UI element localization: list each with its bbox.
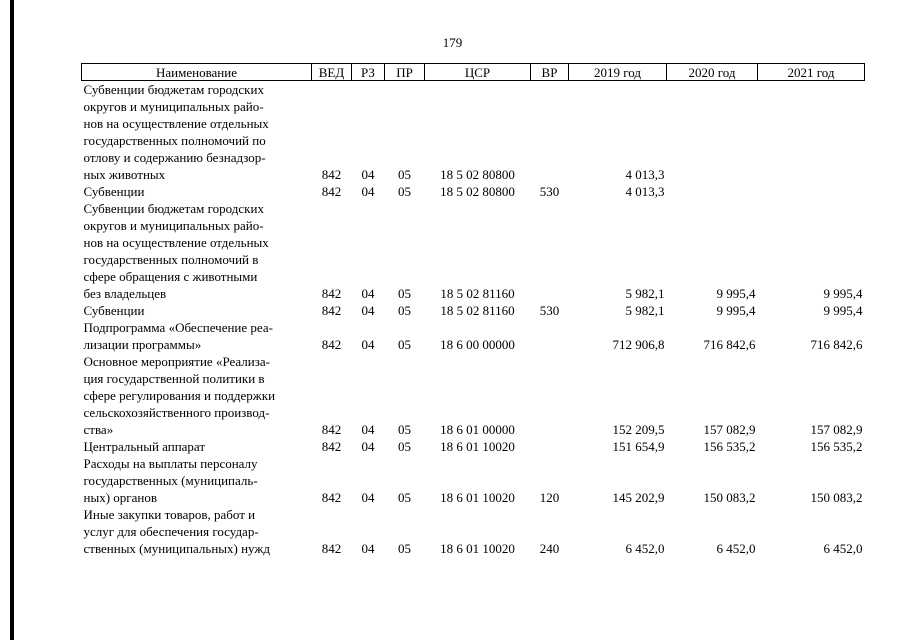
- cell-rz: 04: [361, 286, 375, 301]
- cell-vr: [531, 319, 569, 353]
- cell-ved: 842: [321, 286, 342, 301]
- cell-vr: 240: [539, 541, 560, 556]
- cell-y2019: 6 452,0: [625, 541, 665, 556]
- table-row: [82, 200, 865, 302]
- cell-y2021: 156 535,2: [810, 439, 863, 454]
- row-name-line: нов на осуществление отдельных: [83, 235, 269, 250]
- row-name: [82, 302, 312, 319]
- cell-y2020: 156 535,2: [703, 439, 756, 454]
- row-name-line: Подпрограмма «Обеспечение реа-: [83, 320, 273, 335]
- cell-y2021: 157 082,9: [810, 422, 863, 437]
- cell-csr: 18 6 01 10020: [440, 439, 515, 454]
- cell-vr: [531, 353, 569, 438]
- row-name-line: ных) органов: [83, 490, 157, 505]
- cell-vr: [531, 200, 569, 302]
- table-row: [82, 319, 865, 353]
- row-name: [82, 353, 312, 438]
- row-name: [82, 455, 312, 506]
- row-name-line: округов и муниципальных райо-: [83, 99, 264, 114]
- cell-pr: 05: [398, 490, 411, 505]
- cell-rz: 04: [361, 490, 375, 505]
- cell-ved: 842: [321, 439, 342, 454]
- cell-y2019: 712 906,8: [612, 337, 665, 352]
- cell-pr: 05: [398, 184, 411, 199]
- cell-y2021: [758, 81, 865, 184]
- row-name: [82, 81, 312, 184]
- cell-ved: 842: [321, 337, 342, 352]
- row-name-line: Центральный аппарат: [83, 439, 206, 454]
- cell-vr: 530: [539, 184, 560, 199]
- cell-rz: 04: [361, 541, 375, 556]
- col-header-2020: 2020 год: [667, 64, 758, 81]
- page-left-edge: [10, 0, 14, 640]
- col-header-name: Наименование: [82, 64, 312, 81]
- cell-y2019: 5 982,1: [625, 286, 665, 301]
- table-row: [82, 506, 865, 557]
- row-name-line: государственных (муниципаль-: [83, 473, 258, 488]
- row-name-line: ных животных: [83, 167, 166, 182]
- row-name-line: государственных полномочий по: [83, 133, 266, 148]
- cell-csr: 18 5 02 81160: [440, 303, 515, 318]
- cell-rz: 04: [361, 167, 375, 182]
- cell-pr: 05: [398, 286, 411, 301]
- cell-y2019: 4 013,3: [625, 167, 665, 182]
- row-name: [82, 319, 312, 353]
- cell-y2021: 9 995,4: [823, 286, 863, 301]
- col-header-ved: ВЕД: [312, 64, 352, 81]
- cell-y2020: [667, 81, 758, 184]
- cell-vr: 530: [539, 303, 560, 318]
- table-row: [82, 353, 865, 438]
- table-header-row: [82, 64, 865, 81]
- cell-csr: 18 5 02 81160: [440, 286, 515, 301]
- col-header-csr: ЦСР: [425, 64, 531, 81]
- col-header-2021: 2021 год: [758, 64, 865, 81]
- cell-y2020: 150 083,2: [703, 490, 756, 505]
- row-name: [82, 200, 312, 302]
- cell-vr: [531, 81, 569, 184]
- cell-pr: 05: [398, 303, 411, 318]
- cell-y2020: 6 452,0: [716, 541, 756, 556]
- cell-y2021: 9 995,4: [823, 303, 863, 318]
- table-row: [82, 183, 865, 200]
- row-name-line: без владельцев: [83, 286, 167, 301]
- cell-csr: 18 6 01 10020: [440, 490, 515, 505]
- cell-y2019: 145 202,9: [612, 490, 665, 505]
- row-name-line: отлову и содержанию безнадзор-: [83, 150, 266, 165]
- col-header-rz: РЗ: [352, 64, 385, 81]
- cell-y2021: 716 842,6: [810, 337, 863, 352]
- cell-y2021: 150 083,2: [810, 490, 863, 505]
- col-header-2019: 2019 год: [569, 64, 667, 81]
- cell-vr: 120: [539, 490, 560, 505]
- cell-ved: 842: [321, 422, 342, 437]
- budget-table: [81, 63, 865, 557]
- cell-csr: 18 6 01 00000: [440, 422, 515, 437]
- cell-y2020: 157 082,9: [703, 422, 756, 437]
- cell-ved: 842: [321, 167, 342, 182]
- row-name-line: Субвенции: [83, 184, 145, 199]
- row-name-line: ства»: [83, 422, 114, 437]
- cell-ved: 842: [321, 303, 342, 318]
- row-name-line: Основное мероприятие «Реализа-: [83, 354, 270, 369]
- row-name-line: ственных (муниципальных) нужд: [83, 541, 270, 556]
- cell-pr: 05: [398, 422, 411, 437]
- cell-y2019: 151 654,9: [612, 439, 665, 454]
- cell-y2019: 152 209,5: [612, 422, 665, 437]
- cell-ved: 842: [321, 184, 342, 199]
- row-name-line: лизации программы»: [83, 337, 202, 352]
- cell-csr: 18 5 02 80800: [440, 184, 515, 199]
- cell-pr: 05: [398, 541, 411, 556]
- row-name-line: ция государственной политики в: [83, 371, 265, 386]
- cell-y2019: 4 013,3: [625, 184, 665, 199]
- row-name-line: нов на осуществление отдельных: [83, 116, 269, 131]
- cell-ved: 842: [321, 490, 342, 505]
- col-header-pr: ПР: [385, 64, 425, 81]
- cell-y2019: 5 982,1: [625, 303, 665, 318]
- row-name-line: Иные закупки товаров, работ и: [83, 507, 256, 522]
- row-name: [82, 183, 312, 200]
- cell-y2021: [758, 183, 865, 200]
- table-row: [82, 81, 865, 184]
- row-name: [82, 506, 312, 557]
- cell-vr: [531, 438, 569, 455]
- row-name-line: Субвенции бюджетам городских: [83, 82, 264, 97]
- row-name-line: сфере обращения с животными: [83, 269, 258, 284]
- cell-y2020: [667, 183, 758, 200]
- page-number: 179: [442, 35, 463, 50]
- table-row: [82, 455, 865, 506]
- cell-ved: 842: [321, 541, 342, 556]
- row-name-line: Расходы на выплаты персоналу: [83, 456, 258, 471]
- cell-rz: 04: [361, 303, 375, 318]
- cell-csr: 18 6 00 00000: [440, 337, 515, 352]
- cell-pr: 05: [398, 167, 411, 182]
- cell-csr: 18 6 01 10020: [440, 541, 515, 556]
- row-name-line: округов и муниципальных райо-: [83, 218, 264, 233]
- cell-rz: 04: [361, 184, 375, 199]
- cell-y2020: 716 842,6: [703, 337, 756, 352]
- row-name-line: Субвенции бюджетам городских: [83, 201, 264, 216]
- table-row: [82, 302, 865, 319]
- cell-y2020: 9 995,4: [716, 286, 756, 301]
- table-row: [82, 438, 865, 455]
- cell-pr: 05: [398, 337, 411, 352]
- cell-y2020: 9 995,4: [716, 303, 756, 318]
- row-name-line: сфере регулирования и поддержки: [83, 388, 276, 403]
- row-name-line: Субвенции: [83, 303, 145, 318]
- cell-y2021: 6 452,0: [823, 541, 863, 556]
- row-name: [82, 438, 312, 455]
- cell-rz: 04: [361, 337, 375, 352]
- cell-rz: 04: [361, 439, 375, 454]
- col-header-vr: ВР: [531, 64, 569, 81]
- row-name-line: государственных полномочий в: [83, 252, 259, 267]
- row-name-line: услуг для обеспечения государ-: [83, 524, 259, 539]
- cell-pr: 05: [398, 439, 411, 454]
- row-name-line: сельскохозяйственного производ-: [83, 405, 270, 420]
- cell-rz: 04: [361, 422, 375, 437]
- cell-csr: 18 5 02 80800: [440, 167, 515, 182]
